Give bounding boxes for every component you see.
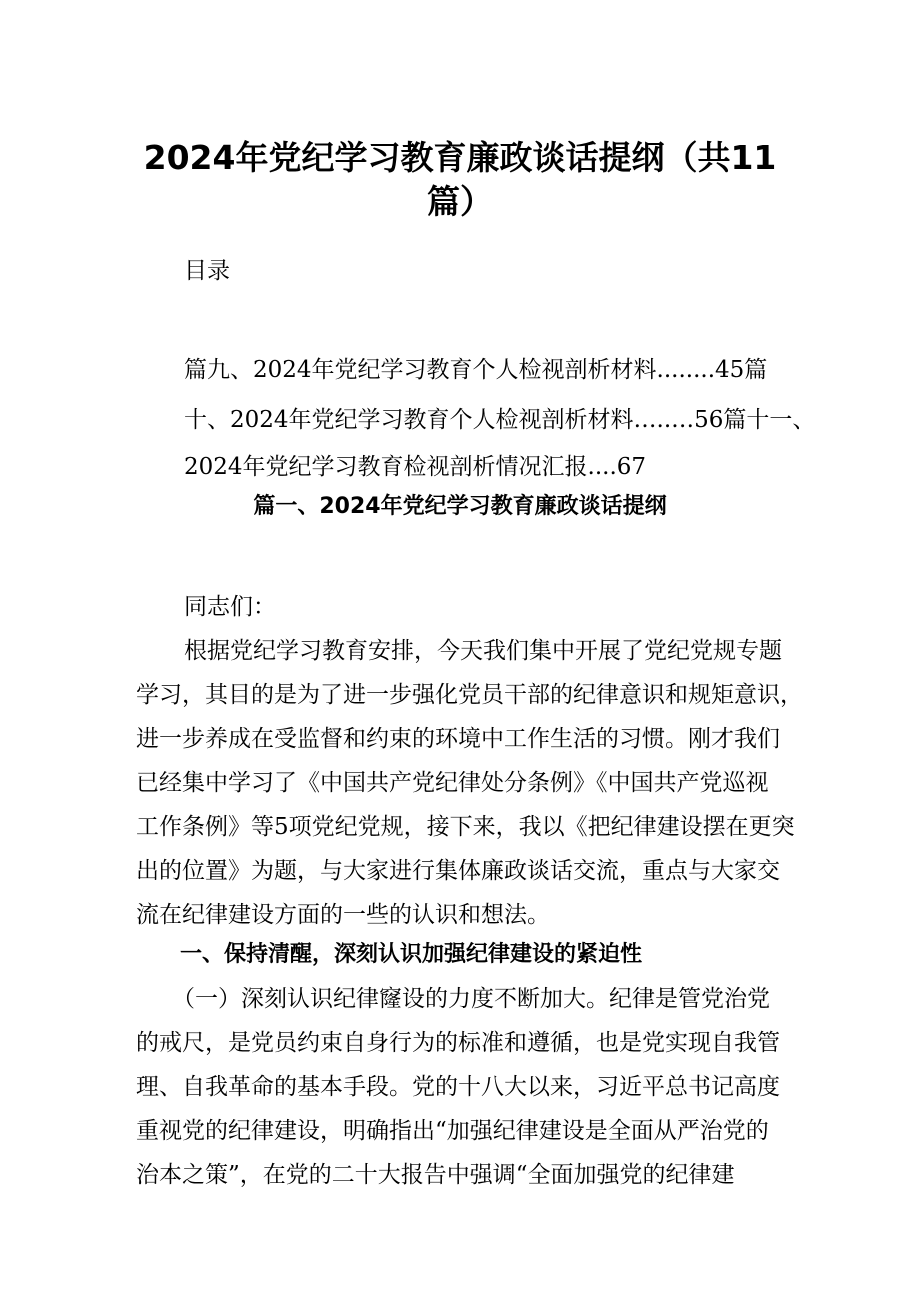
- paragraph-line: 根据党纪学习教育安排，今天我们集中开展了党纪党规专题: [184, 638, 782, 664]
- document-title-line-2: 篇）: [427, 182, 493, 221]
- chapter-heading: 篇一、2024年党纪学习教育廉政谈话提纲: [253, 494, 667, 519]
- salutation: 同志们：: [184, 594, 276, 620]
- toc-line: 篇九、2024年党纪学习教育个人检视剖析材料........45篇: [184, 357, 768, 383]
- paragraph-line: 治本之策”，在党的二十大报告中强调“全面加强党的纪律建: [136, 1162, 735, 1188]
- document-title-line-1: 2024年党纪学习教育廉政谈话提纲（共11: [143, 138, 777, 177]
- section-1-heading: 一、保持清醒，深刻认识加强纪律建设的紧迫性: [180, 942, 643, 967]
- paragraph-line: 理、自我革命的基本手段。党的十八大以来，习近平总书记高度: [136, 1074, 780, 1100]
- paragraph-line: 已经集中学习了《中国共产党纪律处分条例》《中国共产党巡视: [136, 770, 769, 796]
- paragraph-line: 流在纪律建设方面的一些的认识和想法。: [136, 902, 550, 928]
- paragraph-line: 进一步养成在受监督和约束的环境中工作生活的习惯。刚才我们: [136, 726, 780, 752]
- toc-line: 2024年党纪学习教育检视剖析情况汇报....67: [184, 454, 647, 480]
- paragraph-line: 工作条例》等5项党纪党规，接下来，我以《把纪律建设摆在更突: [136, 814, 795, 840]
- paragraph-line: 出的位置》为题，与大家进行集体廉政谈话交流，重点与大家交: [136, 858, 780, 884]
- toc-label: 目录: [184, 258, 230, 284]
- paragraph-line: 重视党的纪律建设，明确指出“加强纪律建设是全面从严治党的: [136, 1118, 769, 1144]
- paragraph-line: （一）深刻认识纪律窿设的力度不断加大。纪律是管党治党: [172, 986, 770, 1012]
- paragraph-line: 的戒尺，是党员约束自身行为的标准和遵循，也是党实现自我管: [136, 1030, 780, 1056]
- toc-line: 十、2024年党纪学习教育个人检视剖析材料…..…56篇十一、: [184, 407, 816, 433]
- paragraph-line: 学习，其目的是为了进一步强化党员干部的纪律意识和规矩意识，: [136, 682, 803, 708]
